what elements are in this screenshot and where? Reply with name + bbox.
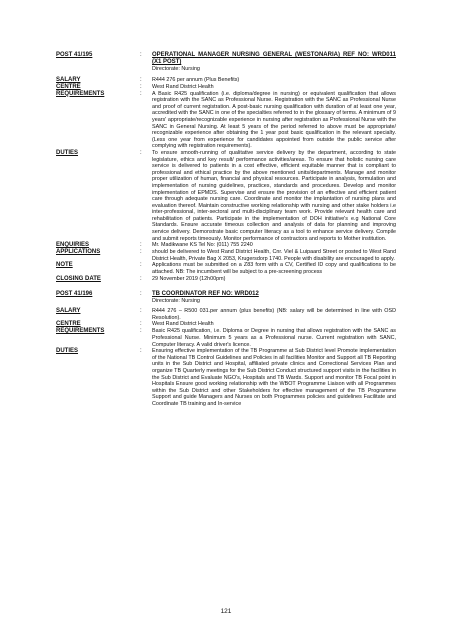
field-salary: SALARY : R444 276 per annum (Plus Benefits)	[56, 76, 240, 83]
page-number: 121	[220, 608, 232, 615]
post-header	[56, 52, 396, 73]
field-enquiries: ENQUIRIES : Mr. Madikwane KS Tel No: (011) 755 2240	[56, 242, 253, 249]
post-title: TB COORDINATOR REF NO: WRD012	[152, 290, 259, 297]
field-note: NOTE : Applications must be submitted on a Z83 form with a CV, Certified ID copy and qualifications to be attached. NB: The incumbent will be subject to a pre-screening process	[56, 262, 396, 276]
field-duties: DUTIES : To ensure smooth-running of qualitative service delivery by the department, according to state legislature, ethics and key result/ performance activities/areas. To ensure that holistic nursing care service is delivered to patients in a cost effective, efficient equitable manner that is compliant to professional and ethical practice by the above mentioned units/departments. Manage and monitor proper utilization of human, financial and physical resources. Participate in analysis, formulation and implementation of nursing guidelines, practices, standards and procedures. Develop and monitor implementation of EPMDS. Supervise and ensure the provision of an effective and efficient patient care through adequate nursing care. Coordinate and monitor the implantation of nursing plans and evaluation thereof. Maintain constructive working relationship with nursing and other stake holders i.e inter-professional, inter-sectoral and multi-disciplinary team work. Provide relevant health care and rehabilitation of patients. Participate in the implementation of DOH initiative's e.g National Core Standards. Ensure accurate timeous collection and analysis of data for planning and improving service delivery. Demonstrate basic computer literacy as a tool to enhance service delivery. Compile and submit reports timeously. Monitor performance of contractors and reports to Mother institution.	[56, 149, 396, 242]
post-directorate: Directorate: Nursing	[152, 297, 200, 304]
colon: :	[140, 290, 142, 297]
field-closing-date: CLOSING DATE : 29 November 2019 (12h00pm)	[56, 275, 226, 282]
post-41-196	[56, 291, 396, 408]
post-header	[56, 291, 396, 305]
post-title: OPERATIONAL MANAGER NURSING GENERAL (WESTONARIA) REF NO: WRD011 (X1 POST)	[152, 52, 396, 65]
field-duties: DUTIES : Ensuring effective implementation of the TB Programme at Sub District level Promote implementation of the National TB Control Guidelines and Policies in all facilities Monitor and Support all TB Reporting units in the Sub District and Hospital, affiliated private clinics and Correctional Services Plan and organize TB Quarterly meetings for the Sub District Conduct structured support visits in the facilities in the Sub District and Evaluate NGO's, Hospitals and TB Wards. Support and monitor TB Focal point in Hospitals Ensure good working relationship with the WBOT Programme Liaison with all Programmes within the Sub District and other Stakeholders for effective management of the TB Programme Support and guide Managers and Nurses on both Programmes policies and guidelines Facilitate and Coordinate TB training and In-service	[56, 348, 396, 407]
post-directorate: Directorate: Nursing	[152, 66, 200, 72]
field-centre: CENTRE : West Rand District Health	[56, 321, 214, 328]
field-requirements: REQUIREMENTS : A Basic R425 qualification (i.e. diploma/degree in nursing) or equivalent qualification that allows registration with the SANC as Professional Nurse. Registration with the SANC as Professional Nurse and proof of current registration. A post-basic nursing qualification with duration of at least one year, accredited with the SANC in one of the specialties referred to in the glossary of terms. A minimum of 9 years' appropriate/recognizable experience in nursing after registration as Professional Nurse with the SANC in General Nursing. At least 5 years of the period referred to above must be appropriate/ recognizable experience after obtaining the 1 year post basic qualification in the relevant specialty. (Less one year from experience for candidates appointed from outside the public service after complying with registration requirements).	[56, 90, 396, 150]
field-centre: CENTRE : West Rand District Health	[56, 83, 214, 90]
post-number: POST 41/195	[56, 52, 93, 58]
field-applications: APPLICATIONS : should be delivered to West Rand District Health, Cnr. Viel & Luipaard Street or posted to West Rand District Health, Private Bag X 2053, Krugersdorp 1740. People with disability are encouraged to apply.	[56, 249, 396, 262]
post-41-195	[56, 52, 396, 283]
field-requirements: REQUIREMENTS : Basic R425 qualification, i.e. Diploma or Degree in nursing that allows registration with the SANC as Professional Nurse. Minimum 5 years as a Professional nurse. Current registration with SANC, Computer literacy. A valid driver's licence.	[56, 328, 396, 348]
post-number: POST 41/196	[56, 290, 93, 297]
field-salary: SALARY : R444 276 – R500 031.per annum (plus benefits) (NB: salary will be determined in line with OSD Resolution).	[56, 308, 396, 321]
colon: :	[140, 52, 142, 58]
document-page	[56, 52, 396, 416]
